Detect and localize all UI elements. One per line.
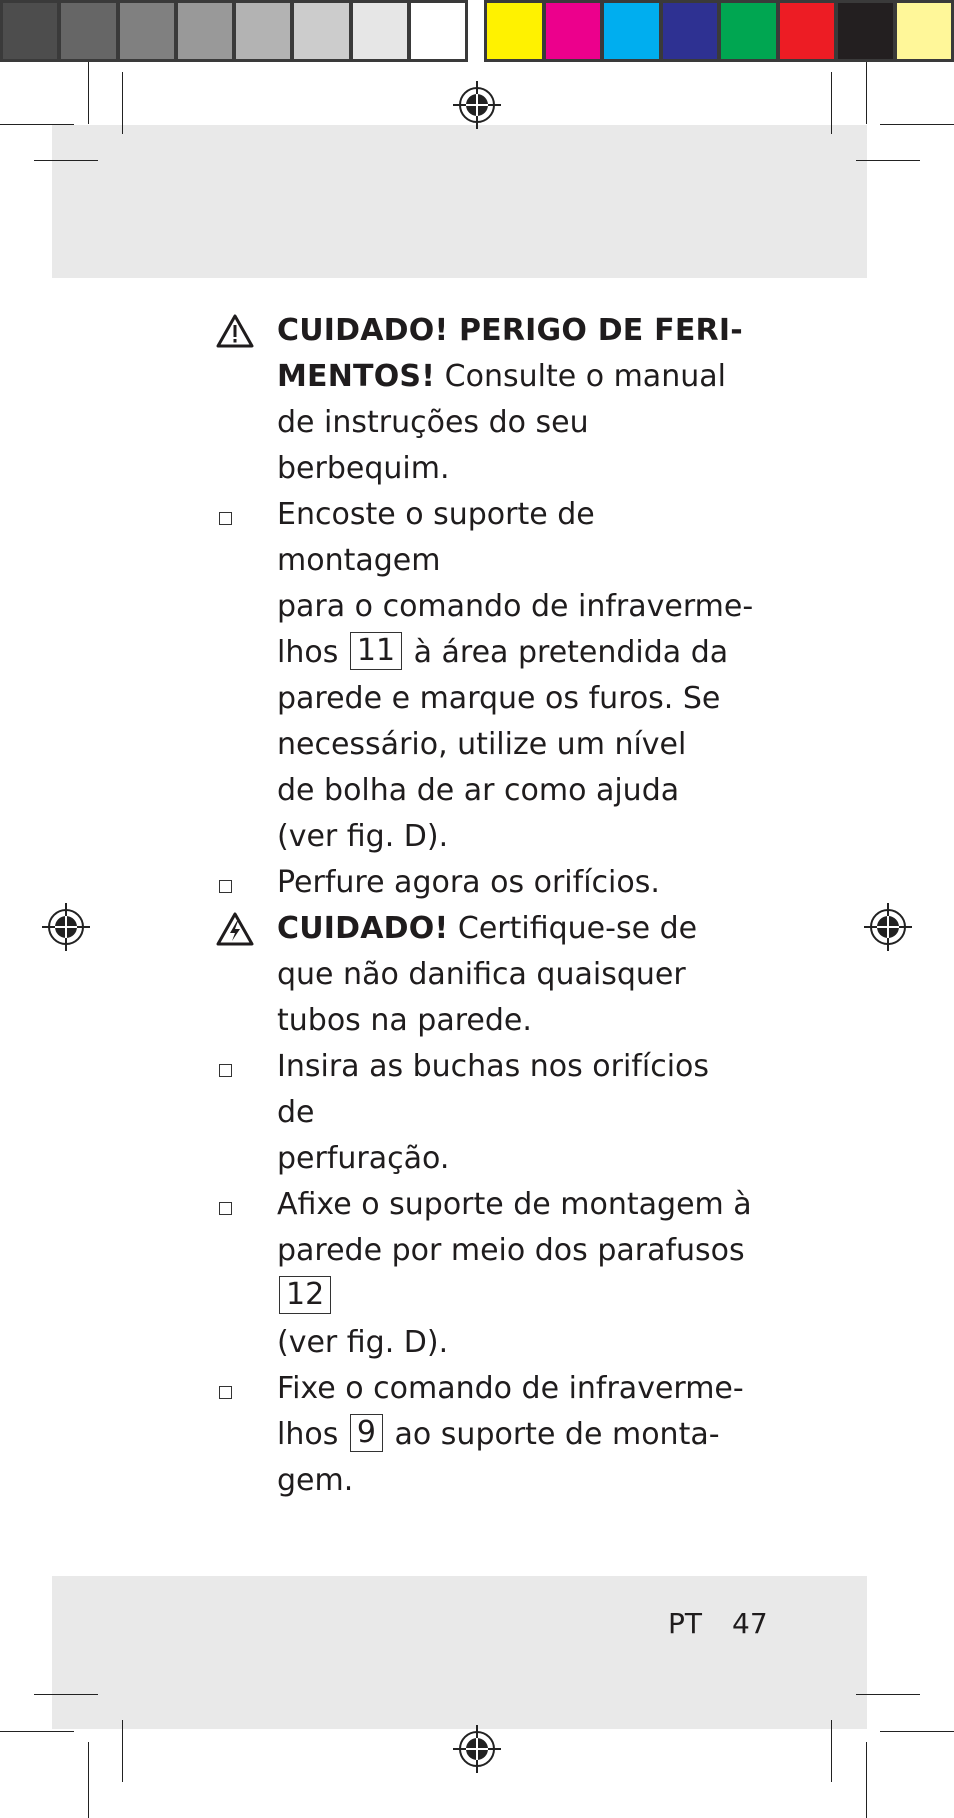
text-line: para o comando de infraverme- [277, 589, 754, 624]
grey-swatch [411, 3, 465, 59]
grey-swatch [294, 3, 348, 59]
crop-mark [34, 1694, 98, 1695]
crop-mark [866, 62, 867, 124]
text-line: de bolha de ar como ajuda [277, 773, 680, 808]
crop-mark [856, 160, 920, 161]
checkbox-square [219, 880, 232, 893]
text-line [277, 1412, 756, 1458]
text-line: necessário, utilize um nível [277, 727, 687, 762]
checkbox-bullet-icon [216, 860, 256, 906]
text-line: Afixe o suporte de montagem à [277, 1187, 752, 1222]
text-line: (ver fig. D). [277, 1325, 449, 1360]
part-reference: 9 [350, 1414, 383, 1452]
part-reference: 12 [279, 1276, 331, 1314]
grey-swatch [236, 3, 290, 59]
text-line: de instruções do seu berbequim. [277, 405, 589, 486]
header-band [52, 125, 867, 278]
crop-mark [88, 62, 89, 124]
crop-mark [831, 72, 832, 134]
instructions [216, 308, 756, 1504]
text-line: Encoste o suporte de montagem [277, 497, 595, 578]
page-number: 47 [732, 1607, 768, 1640]
footer-band [52, 1576, 867, 1729]
step-item [216, 860, 756, 906]
text-line [277, 906, 756, 952]
checkbox-square [219, 1386, 232, 1399]
warning-heading: MENTOS! [277, 359, 436, 394]
text-fragment: à área pretendida da [413, 635, 729, 670]
text-fragment: parede por meio dos parafusos [277, 1233, 745, 1268]
registration-mark-icon [453, 1725, 501, 1773]
crop-mark [0, 124, 74, 125]
text-fragment: ao suporte de monta- [394, 1417, 720, 1452]
text-line [277, 354, 756, 400]
color-swatch-black [838, 3, 893, 59]
warning-text: Certifique-se de [448, 911, 698, 946]
step-item [216, 1366, 756, 1504]
color-swatch-magenta [546, 3, 601, 59]
step-item [216, 1044, 756, 1182]
crop-mark [866, 1742, 867, 1818]
color-swatch-yellow [487, 3, 542, 59]
registration-mark-icon [864, 903, 912, 951]
color-calibration-strip [484, 0, 954, 62]
crop-mark [88, 1742, 89, 1818]
text-line [277, 630, 756, 676]
text-line: (ver fig. D). [277, 819, 449, 854]
warning-heading: CUIDADO! PERIGO DE FERI- [277, 313, 743, 348]
color-swatch-green [721, 3, 776, 59]
part-reference: 11 [350, 632, 402, 670]
text-line: Fixe o comando de infraverme- [277, 1371, 744, 1406]
warning-pipes [216, 906, 756, 1044]
crop-mark [0, 1731, 74, 1732]
grey-calibration-strip [0, 0, 468, 62]
text-line: Perfure agora os orifícios. [277, 865, 660, 900]
checkbox-bullet-icon [216, 1366, 256, 1412]
checkbox-square [219, 512, 232, 525]
grey-swatch [353, 3, 407, 59]
warning-triangle-icon [216, 308, 256, 354]
crop-mark [122, 72, 123, 134]
text-fragment: lhos [277, 1417, 339, 1452]
step-item [216, 492, 756, 860]
text-line: perfuração. [277, 1141, 450, 1176]
crop-mark [122, 1720, 123, 1782]
text-line: Insira as buchas nos orifícios de [277, 1049, 710, 1130]
checkbox-bullet-icon [216, 1044, 256, 1090]
grey-swatch [178, 3, 232, 59]
checkbox-bullet-icon [216, 1182, 256, 1228]
grey-swatch [3, 3, 57, 59]
language-code: PT [668, 1607, 702, 1640]
registration-mark-icon [42, 903, 90, 951]
warning-heading: CUIDADO! [277, 911, 449, 946]
checkbox-square [219, 1202, 232, 1215]
grey-swatch [120, 3, 174, 59]
text-line: tubos na parede. [277, 1003, 532, 1038]
page-footer [668, 1604, 768, 1644]
color-swatch-red [780, 3, 835, 59]
crop-mark [880, 124, 954, 125]
electric-warning-icon [216, 906, 256, 952]
text-line: parede e marque os furos. Se [277, 681, 721, 716]
step-item [216, 1182, 756, 1366]
checkbox-square [219, 1064, 232, 1077]
checkbox-bullet-icon [216, 492, 256, 538]
color-swatch-blue [663, 3, 718, 59]
grey-swatch [61, 3, 115, 59]
text-line [277, 308, 756, 354]
color-swatch-cyan [604, 3, 659, 59]
text-line: gem. [277, 1463, 354, 1498]
text-line: que não danifica quaisquer [277, 957, 686, 992]
warning-text: Consulte o manual [435, 359, 726, 394]
text-fragment: lhos [277, 635, 339, 670]
crop-mark [831, 1720, 832, 1782]
crop-mark [856, 1694, 920, 1695]
warning-injury [216, 308, 756, 492]
text-line [277, 1228, 756, 1320]
crop-mark [34, 160, 98, 161]
color-swatch-light-yellow [897, 3, 952, 59]
crop-mark [880, 1731, 954, 1732]
registration-mark-icon [453, 81, 501, 129]
